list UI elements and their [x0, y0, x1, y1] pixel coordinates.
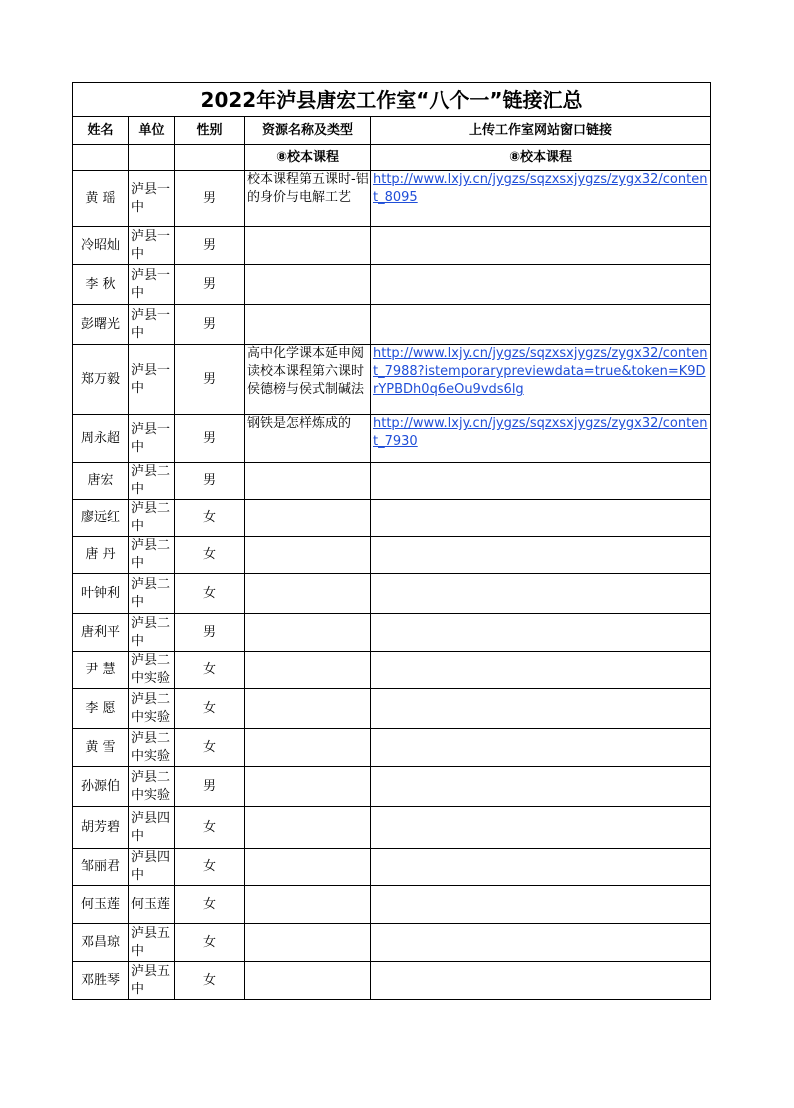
cell-link: [371, 415, 711, 463]
cell-unit-text: 泸县一中: [131, 181, 171, 215]
cell-unit-text: 泸县五中: [131, 925, 171, 959]
cell-resource: [245, 886, 371, 924]
cell-sex: 女: [175, 689, 245, 729]
cell-sex: 女: [175, 574, 245, 614]
cell-unit-text: 泸县二中实验: [131, 653, 171, 686]
cell-link: [371, 574, 711, 614]
cell-link: [371, 305, 711, 345]
cell-resource: [245, 767, 371, 807]
table-row: [73, 689, 711, 729]
cell-unit: [129, 924, 175, 962]
cell-name: 邹丽君: [73, 849, 129, 886]
cell-name: 郑万毅: [73, 345, 129, 415]
cell-unit-text: 泸县一中: [131, 228, 171, 262]
cell-unit: [129, 652, 175, 689]
cell-resource: [245, 227, 371, 265]
table-row: [73, 886, 711, 924]
cell-unit: [129, 849, 175, 886]
resource-link[interactable]: http://www.lxjy.cn/jygzs/sqzxsxjygzs/zygx32/content_7930: [373, 416, 708, 449]
header-resource: 资源名称及类型: [245, 117, 371, 145]
cell-name: 邓昌琼: [73, 924, 129, 962]
cell-unit: [129, 886, 175, 924]
cell-name: 孙源伯: [73, 767, 129, 807]
cell-resource: [245, 962, 371, 1000]
cell-resource: 高中化学课本延申阅读校本课程第六课时侯德榜与侯式制碱法: [245, 345, 371, 415]
cell-sex: 女: [175, 729, 245, 767]
table-row: [73, 537, 711, 574]
cell-sex: 女: [175, 849, 245, 886]
cell-link: [371, 500, 711, 537]
cell-sex: 男: [175, 227, 245, 265]
cell-resource: [245, 652, 371, 689]
cell-resource: [245, 849, 371, 886]
cell-name: 何玉莲: [73, 886, 129, 924]
cell-link: [371, 849, 711, 886]
header-unit: 单位: [129, 117, 175, 145]
cell-unit-text: 泸县一中: [131, 267, 171, 301]
cell-unit-text: 泸县二中实验: [131, 691, 171, 725]
cell-name: 李 秋: [73, 265, 129, 305]
cell-unit-text: 泸县一中: [131, 307, 171, 341]
page-title: 2022年泸县唐宏工作室“八个一”链接汇总: [73, 83, 711, 117]
table-row: [73, 807, 711, 849]
cell-name: 黄 瑶: [73, 171, 129, 227]
cell-unit: [129, 537, 175, 574]
resource-link[interactable]: http://www.lxjy.cn/jygzs/sqzxsxjygzs/zygx32/content_7988?istemporarypreviewdata=true&token=K9DrYPBDh0q6eOu9vds6lg: [373, 346, 708, 397]
cell-resource: [245, 574, 371, 614]
cell-name: 唐 丹: [73, 537, 129, 574]
table-row: [73, 614, 711, 652]
cell-unit: [129, 962, 175, 1000]
cell-name: 黄 雪: [73, 729, 129, 767]
cell-unit: [129, 345, 175, 415]
cell-unit: [129, 227, 175, 265]
cell-link: [371, 924, 711, 962]
cell-sex: 男: [175, 171, 245, 227]
cell-unit-text: 泸县二中: [131, 538, 171, 571]
table-row: [73, 962, 711, 1000]
table-row: [73, 500, 711, 537]
cell-sex: 女: [175, 500, 245, 537]
table-row: [73, 415, 711, 463]
cell-link: [371, 463, 711, 500]
table-row: [73, 171, 711, 227]
cell-unit-text: 泸县四中: [131, 850, 171, 883]
subheader-resource: ⑧校本课程: [245, 145, 371, 171]
cell-sex: 女: [175, 886, 245, 924]
cell-resource: [245, 265, 371, 305]
cell-name: 胡芳碧: [73, 807, 129, 849]
cell-unit: [129, 415, 175, 463]
cell-unit: [129, 807, 175, 849]
cell-link: [371, 227, 711, 265]
table-row: [73, 463, 711, 500]
cell-link: [371, 537, 711, 574]
cell-name: 廖远红: [73, 500, 129, 537]
cell-name: 李 愿: [73, 689, 129, 729]
cell-unit-text: 泸县一中: [131, 421, 171, 455]
cell-unit-text: 泸县五中: [131, 963, 171, 997]
cell-link: [371, 652, 711, 689]
subheader-link: ⑧校本课程: [371, 145, 711, 171]
table-row: [73, 345, 711, 415]
cell-resource: [245, 689, 371, 729]
cell-resource: 校本课程第五课时-铝的身价与电解工艺: [245, 171, 371, 227]
table-row: [73, 652, 711, 689]
table-row: [73, 227, 711, 265]
header-sex: 性别: [175, 117, 245, 145]
cell-link: [371, 962, 711, 1000]
cell-unit: [129, 689, 175, 729]
summary-table: [72, 82, 711, 1000]
cell-unit-text: 何玉莲: [131, 896, 171, 912]
cell-link: [371, 886, 711, 924]
cell-sex: 男: [175, 767, 245, 807]
cell-unit: [129, 171, 175, 227]
cell-sex: 女: [175, 807, 245, 849]
cell-resource: [245, 807, 371, 849]
header-name: 姓名: [73, 117, 129, 145]
cell-unit-text: 泸县二中: [131, 464, 171, 497]
cell-sex: 男: [175, 265, 245, 305]
cell-sex: 男: [175, 345, 245, 415]
resource-link[interactable]: http://www.lxjy.cn/jygzs/sqzxsxjygzs/zygx32/content_8095: [373, 172, 708, 205]
cell-resource: [245, 500, 371, 537]
cell-sex: 男: [175, 463, 245, 500]
cell-unit: [129, 463, 175, 500]
table-row: [73, 305, 711, 345]
subheader-empty: [175, 145, 245, 171]
cell-sex: 男: [175, 614, 245, 652]
table-row: [73, 265, 711, 305]
cell-sex: 男: [175, 415, 245, 463]
cell-resource: [245, 305, 371, 345]
cell-unit-text: 泸县二中: [131, 501, 171, 534]
cell-link: [371, 767, 711, 807]
cell-unit: [129, 500, 175, 537]
cell-resource: [245, 537, 371, 574]
cell-link: [371, 171, 711, 227]
cell-unit: [129, 574, 175, 614]
cell-name: 叶钟利: [73, 574, 129, 614]
cell-resource: [245, 614, 371, 652]
cell-resource: [245, 729, 371, 767]
cell-sex: 女: [175, 537, 245, 574]
table-row: [73, 729, 711, 767]
cell-unit-text: 泸县四中: [131, 810, 171, 844]
cell-link: [371, 729, 711, 767]
cell-unit-text: 泸县二中: [131, 615, 171, 649]
cell-name: 周永超: [73, 415, 129, 463]
cell-name: 尹 慧: [73, 652, 129, 689]
cell-name: 邓胜琴: [73, 962, 129, 1000]
subheader-empty: [73, 145, 129, 171]
table-row: [73, 767, 711, 807]
cell-sex: 女: [175, 962, 245, 1000]
cell-link: [371, 614, 711, 652]
subheader-empty: [129, 145, 175, 171]
cell-unit: [129, 265, 175, 305]
cell-unit: [129, 305, 175, 345]
cell-unit-text: 泸县一中: [131, 362, 171, 396]
cell-unit: [129, 614, 175, 652]
cell-resource: [245, 924, 371, 962]
cell-name: 唐宏: [73, 463, 129, 500]
cell-unit-text: 泸县二中: [131, 576, 171, 610]
cell-name: 彭曙光: [73, 305, 129, 345]
cell-link: [371, 265, 711, 305]
cell-link: [371, 689, 711, 729]
cell-unit: [129, 767, 175, 807]
cell-unit: [129, 729, 175, 767]
cell-link: [371, 345, 711, 415]
cell-sex: 女: [175, 652, 245, 689]
cell-link: [371, 807, 711, 849]
cell-unit-text: 泸县二中实验: [131, 730, 171, 764]
table-row: [73, 849, 711, 886]
cell-sex: 女: [175, 924, 245, 962]
cell-sex: 男: [175, 305, 245, 345]
table-row: [73, 924, 711, 962]
cell-resource: [245, 463, 371, 500]
cell-name: 冷昭灿: [73, 227, 129, 265]
table-row: [73, 574, 711, 614]
cell-unit-text: 泸县二中实验: [131, 769, 171, 803]
header-link: 上传工作室网站窗口链接: [371, 117, 711, 145]
cell-name: 唐利平: [73, 614, 129, 652]
cell-resource: 钢铁是怎样炼成的: [245, 415, 371, 463]
